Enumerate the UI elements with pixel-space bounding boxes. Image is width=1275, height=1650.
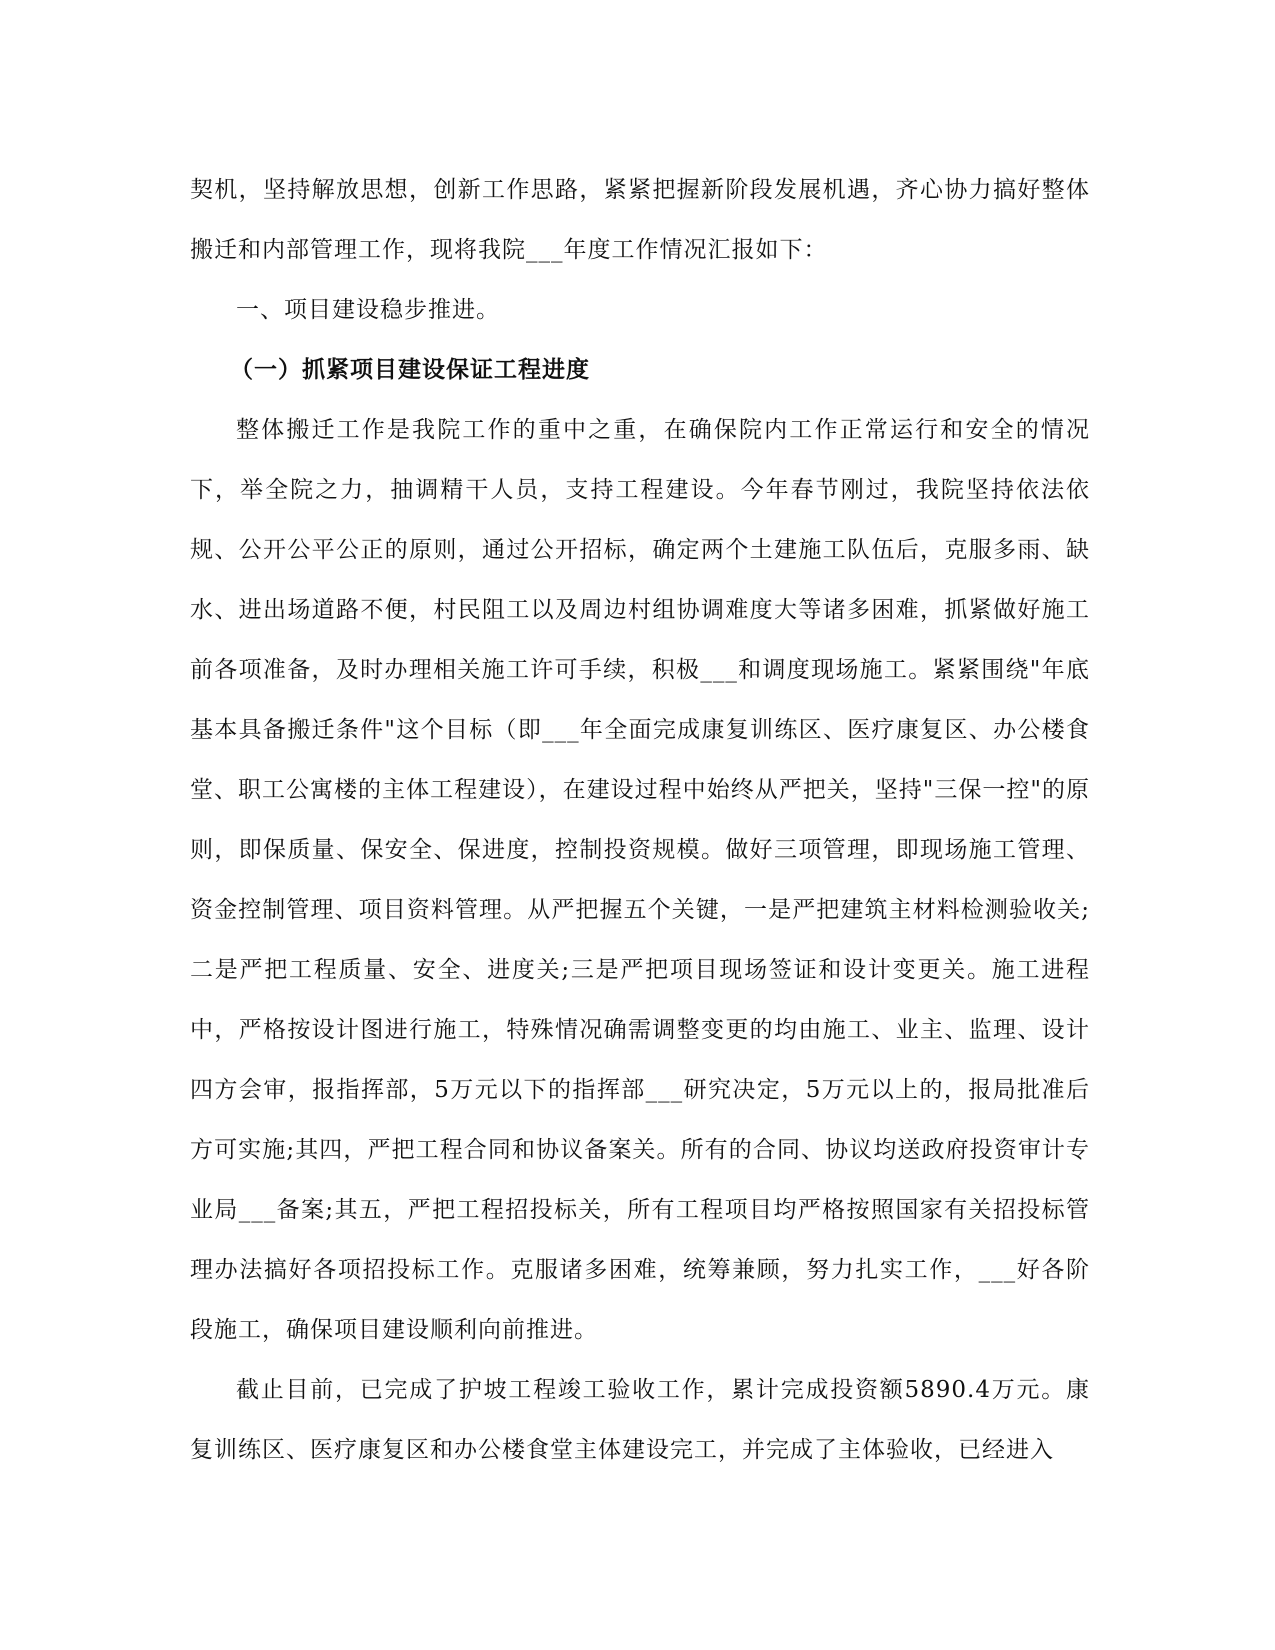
paragraph-body: 截止目前，已完成了护坡工程竣工验收工作，累计完成投资额5890.4万元。康复训练区、医疗康复区和办公楼食堂主体建设完工，并完成了主体验收，已经进入 [190, 1377, 1090, 1463]
document-body [190, 160, 1090, 1480]
paragraph-continuation: 契机，坚持解放思想，创新工作思路，紧紧把握新阶段发展机遇，齐心协力搞好整体搬迁和内部管理工作，现将我院___年度工作情况汇报如下： [190, 177, 1090, 263]
subsection-heading: （一）抓紧项目建设保证工程进度 [230, 357, 590, 383]
section-heading: 一、项目建设稳步推进。 [236, 297, 500, 323]
paragraph-body: 整体搬迁工作是我院工作的重中之重，在确保院内工作正常运行和安全的情况下，举全院之力，抽调精干人员，支持工程建设。今年春节刚过，我院坚持依法依规、公开公平公正的原则，通过公开招标，确定两个土建施工队伍后，克服多雨、缺水、进出场道路不便，村民阻工以及周边村组协调难度大等诸多困难，抓紧做好施工前各项准备，及时办理相关施工许可手续，积极___和调度现场施工。紧紧围绕"年底基本具备搬迁条件"这个目标（即___年全面完成康复训练区、医疗康复区、办公楼食堂、职工公寓楼的主体工程建设），在建设过程中始终从严把关，坚持"三保一控"的原则，即保质量、保安全、保进度，控制投资规模。做好三项管理，即现场施工管理、资金控制管理、项目资料管理。从严把握五个关键，一是严把建筑主材料检测验收关;二是严把工程质量、安全、进度关;三是严把项目现场签证和设计变更关。施工进程中，严格按设计图进行施工，特殊情况确需调整变更的均由施工、业主、监理、设计四方会审，报指挥部，5万元以下的指挥部___研究决定，5万元以上的，报局批准后方可实施;其四，严把工程合同和协议备案关。所有的合同、协议均送政府投资审计专业局___备案;其五，严把工程招投标关，所有工程项目均严格按照国家有关招投标管理办法搞好各项招投标工作。克服诸多困难，统筹兼顾，努力扎实工作，___好各阶段施工，确保项目建设顺利向前推进。 [190, 417, 1090, 1343]
